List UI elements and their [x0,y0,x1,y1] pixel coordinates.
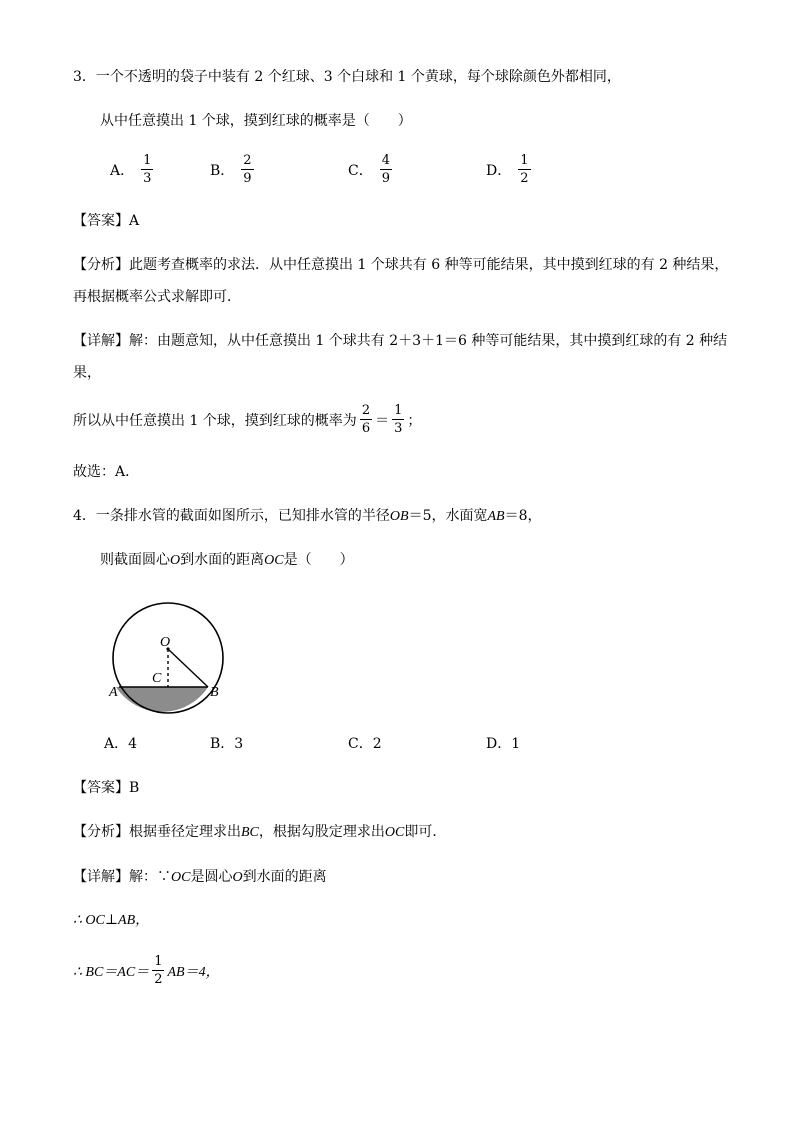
detail-punct: ； [407,412,422,429]
fraction-numerator: 1 [520,153,529,168]
step-text: ∴ BC＝AC＝ [73,964,150,980]
option-label: B． [210,736,235,752]
fraction-denominator: 3 [394,421,403,436]
math-ob: OB [389,509,409,524]
q4-stem-line1 [73,506,542,527]
option-label: A． [110,162,135,179]
q4-option-d [486,734,520,754]
label-c: C [152,671,162,686]
analysis-text: 【分析】根据垂径定理求出 [73,824,241,840]
math-oc: OC [171,870,191,885]
stem-text: ＝8， [504,508,542,524]
fraction-denominator: 3 [143,171,152,186]
option-value: 1 [511,736,521,752]
q3-detail-line1: 【详解】解：由题意知，从中任意摸出 1 个球共有 2＋3＋1＝6 种等可能结果，其中摸到红球的有 2 种结 [73,333,728,349]
option-label: D． [486,736,512,752]
stem-text: ＝5，水面宽 [408,508,488,524]
q4-step2 [73,955,220,986]
math-oc: OC [384,825,405,840]
q3-option-c [348,154,395,185]
option-value: 4 [128,736,138,752]
option-fraction [380,154,392,185]
stem-text: 到水面的距离 [180,552,265,568]
q4-option-c [348,734,382,754]
water-segment [116,687,208,712]
q3-answer: 【答案】A [73,213,140,229]
option-value: 2 [372,736,382,752]
q4-answer: 【答案】B [73,780,140,796]
step-text: AB＝4， [167,964,220,980]
q4-step1: ∴ OC⊥AB， [73,913,150,928]
stem-text: 是（ ） [283,552,354,568]
option-label: D． [486,162,512,179]
analysis-text: 即可． [404,824,447,840]
q4-option-b [210,734,243,754]
math-ab: AB [487,509,505,524]
detail-text: 是圆心 [190,869,233,885]
q3-analysis-line1: 【分析】此题考查概率的求法．从中任意摸出 1 个球共有 6 种等可能结果，其中摸到红球的有 2 种结果， [73,257,729,273]
label-b: B [210,685,219,700]
stem-text: 4．一条排水管的截面如图所示，已知排水管的半径 [73,508,390,524]
label-o: O [160,635,171,650]
fraction-numerator: 1 [143,153,152,168]
radius-ob [168,649,208,687]
detail-text: 所以从中任意摸出 1 个球，摸到红球的概率为 [73,412,357,429]
fraction-numerator: 1 [394,403,403,418]
option-fraction [141,154,153,185]
math-o: O [170,553,181,568]
q3-option-b [210,154,257,185]
fraction-denominator: 2 [520,171,529,186]
q4-analysis [73,822,446,843]
option-label: C． [348,736,373,752]
step-fraction [152,955,164,986]
option-label: A． [104,736,129,752]
pipe-cross-section-figure [104,600,244,715]
math-oc: OC [264,553,284,568]
stem-text: 则截面圆心 [100,552,170,568]
q3-stem-line1: 3．一个不透明的袋子中装有 2 个红球、3 个白球和 1 个黄球，每个球除颜色外都相同， [73,69,621,85]
fraction-denominator: 2 [154,972,163,987]
fraction-numerator: 4 [381,153,390,168]
fraction-denominator: 9 [243,171,252,186]
q3-detail-line2: 果， [73,365,101,381]
fraction-denominator: 6 [361,421,371,436]
q4-detail [73,867,327,888]
fraction-denominator: 9 [381,171,390,186]
analysis-text: ，根据勾股定理求出 [258,824,385,840]
detail-fraction-2 [392,404,404,435]
option-value: 3 [234,736,244,752]
option-label: B． [210,162,235,179]
label-a: A [109,685,118,700]
equals-sign: ＝ [375,412,390,429]
q3-stem-line2: 从中任意摸出 1 个球，摸到红球的概率是（ ） [100,113,412,129]
q3-analysis-line2: 再根据概率公式求解即可． [73,289,241,305]
q3-option-a [110,154,156,185]
detail-text: 到水面的距离 [242,869,327,885]
fraction-numerator: 2 [361,403,371,418]
option-label: C． [348,162,373,179]
q4-option-a [104,734,137,754]
math-bc: BC [241,825,259,840]
q3-option-d [486,154,534,185]
math-o: O [232,870,243,885]
q4-stem-line2 [100,550,354,571]
q3-conclusion: 故选：A． [73,464,140,480]
option-fraction [241,154,253,185]
detail-text: 【详解】解：∵ [73,869,171,885]
detail-fraction-1 [360,404,372,435]
fraction-numerator: 1 [154,954,163,969]
option-fraction [518,154,530,185]
fraction-numerator: 2 [243,153,252,168]
q3-detail-line3 [73,404,421,435]
